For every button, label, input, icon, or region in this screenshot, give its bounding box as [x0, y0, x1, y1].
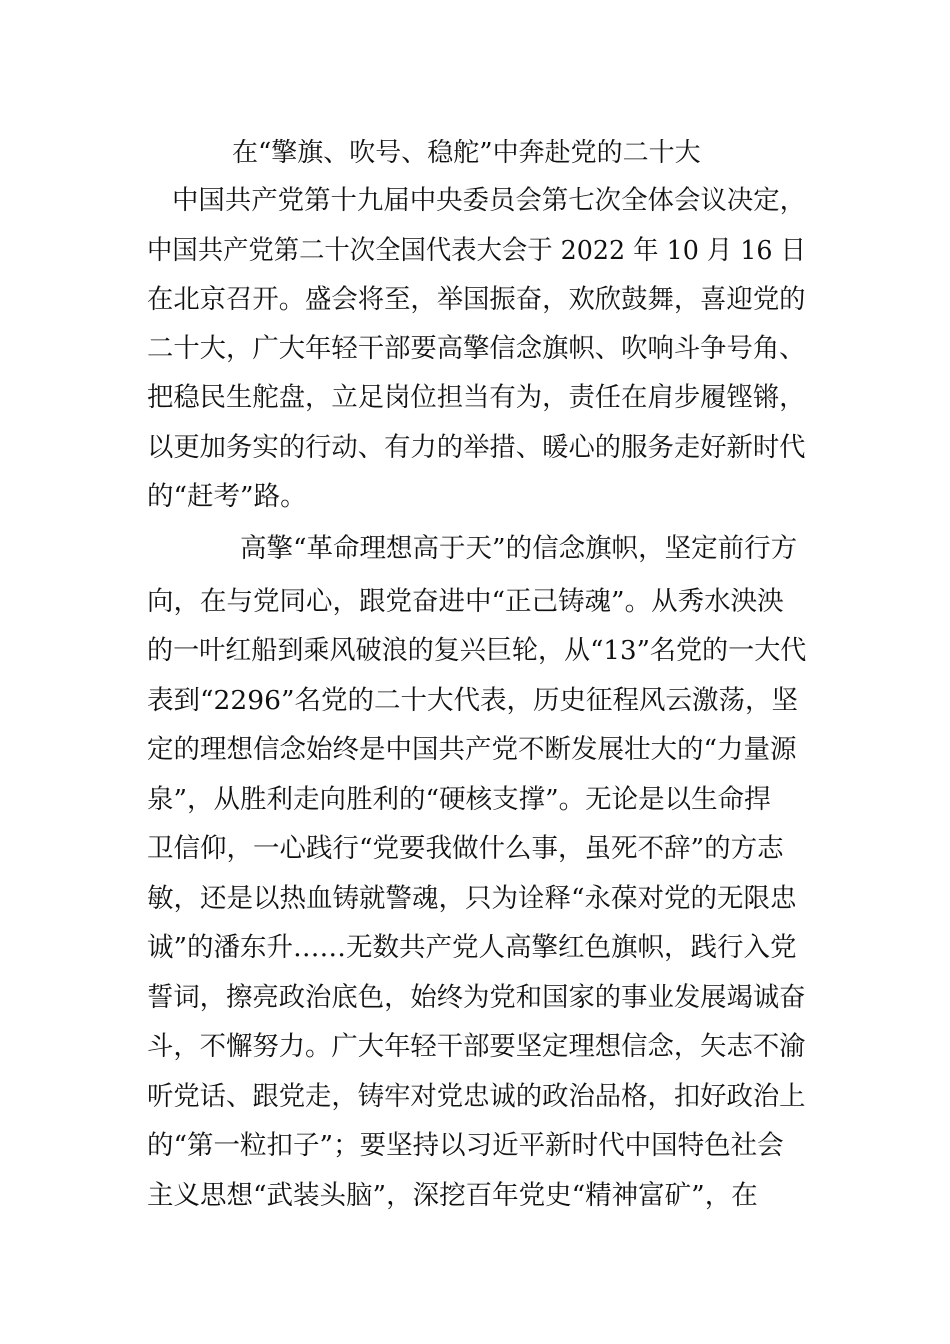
- body-line: 敏，还是以热血铸就警魂，只为诠释“永葆对党的无限忠: [147, 883, 797, 914]
- body-line: 泉”，从胜利走向胜利的“硬核支撑”。无论是以生命捍: [147, 784, 771, 815]
- body-line: 主义思想“武装头脑”，深挖百年党史“精神富矿”，在: [147, 1180, 758, 1211]
- body-line: 定的理想信念始终是中国共产党不断发展壮大的“力量源: [147, 734, 797, 765]
- body-line: 卫信仰，一心践行“党要我做什么事，虽死不辞”的方志: [147, 833, 784, 864]
- body-line: 向，在与党同心，跟党奋进中“正己铸魂”。从秀水泱泱: [147, 586, 784, 617]
- body-line: 中国共产党第十九届中央委员会第七次全体会议决定，: [172, 185, 807, 216]
- body-line: 斗，不懈努力。广大年轻干部要坚定理想信念，矢志不渝: [147, 1031, 806, 1062]
- body-line: 听党话、跟党走，铸牢对党忠诚的政治品格，扣好政治上: [147, 1081, 806, 1112]
- body-line: 的一叶红船到乘风破浪的复兴巨轮，从“13”名党的一大代: [147, 635, 807, 666]
- body-line: 二十大，广大年轻干部要高擎信念旗帜、吹响斗争号角、: [147, 333, 806, 364]
- body-line: 以更加务实的行动、有力的举措、暖心的服务走好新时代: [147, 432, 806, 463]
- document-title: 在“擎旗、吹号、稳舵”中奔赴党的二十大: [232, 138, 701, 168]
- body-line: 把稳民生舵盘，立足岗位担当有为，责任在肩步履铿锵，: [147, 382, 806, 413]
- body-line: 高擎“革命理想高于天”的信念旗帜，坚定前行方: [240, 533, 798, 564]
- body-line: 的“赶考”路。: [147, 481, 307, 512]
- body-line: 誓词，擦亮政治底色，始终为党和国家的事业发展竭诚奋: [147, 982, 806, 1013]
- body-line: 中国共产党第二十次全国代表大会于 2022 年 10 月 16 日: [147, 235, 806, 266]
- body-line: 表到“2296”名党的二十大代表，历史征程风云激荡，坚: [147, 685, 799, 716]
- body-line: 的“第一粒扣子”；要坚持以习近平新时代中国特色社会: [147, 1130, 784, 1161]
- body-line: 诚”的潘东升……无数共产党人高擎红色旗帜，践行入党: [147, 932, 797, 963]
- body-line: 在北京召开。盛会将至，举国振奋，欢欣鼓舞，喜迎党的: [147, 284, 806, 315]
